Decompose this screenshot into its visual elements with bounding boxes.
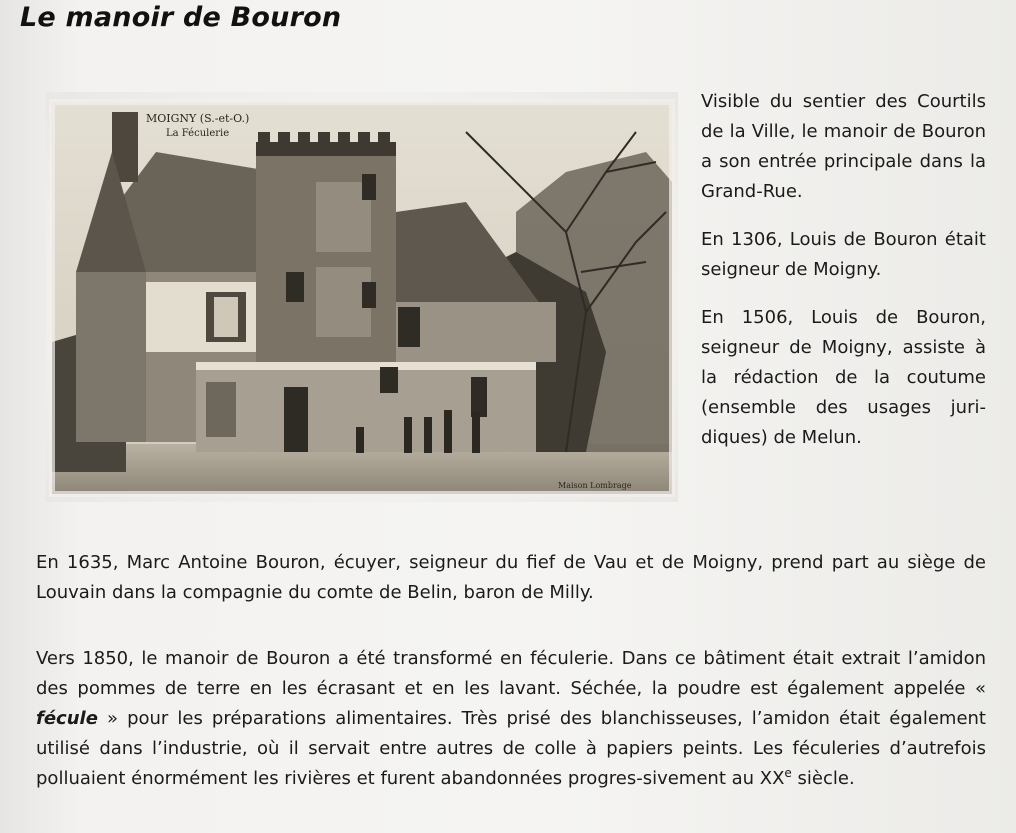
side-paragraph-2: En 1306, Louis de Bouron était seigneur de Moigny.: [701, 229, 986, 280]
open-quote: «: [965, 678, 986, 699]
close-quote: »: [97, 708, 128, 729]
body-paragraph-2: [36, 644, 986, 794]
body-paragraph-1-block: [36, 548, 986, 608]
postcard-caption-subject: La Féculerie: [166, 128, 230, 139]
century-superscript: e: [784, 766, 792, 780]
side-column: [701, 87, 986, 471]
postcard-photo: [46, 92, 678, 502]
postcard-illustration: [46, 92, 678, 502]
body-paragraph-2-part-b: pour les préparations alimentaires. Très prisé des blanchisseuses, l’amidon était également utilisé dans l’industrie, où il servait entre autres de colle à papiers peints. Les féculeries d’autrefois polluaient énormément les rivières et furent abandonnées progres-sivement au XX: [36, 708, 986, 789]
keyword-fecule: fécule: [36, 708, 98, 729]
postcard-caption-place: MOIGNY (S.-et-O.): [146, 112, 250, 125]
body-paragraph-2-part-c: siècle.: [791, 768, 855, 789]
body-paragraph-2-block: [36, 644, 986, 794]
page-title: Le manoir de Bouron: [20, 2, 342, 33]
side-paragraph-3: En 1506, Louis de Bouron, seigneur de Moigny, assiste à la rédaction de la coutume (ensemble des usages juri-diques) de Melun.: [701, 307, 986, 448]
side-paragraph-1: Visible du sentier des Courtils de la Ville, le manoir de Bouron a son entrée principale dans la Grand-Rue.: [701, 91, 986, 202]
body-paragraph-2-part-a: Vers 1850, le manoir de Bouron a été transformé en féculerie. Dans ce bâtiment était extrait l’amidon des pommes de terre en les écrasant et en les lavant. Séchée, la poudre est également appelée: [36, 648, 986, 699]
postcard-publisher: Maison Lombrage: [558, 481, 632, 490]
body-paragraph-1: En 1635, Marc Antoine Bouron, écuyer, seigneur du fief de Vau et de Moigny, prend part au siège de Louvain dans la compagnie du comte de Belin, baron de Milly.: [36, 552, 986, 603]
